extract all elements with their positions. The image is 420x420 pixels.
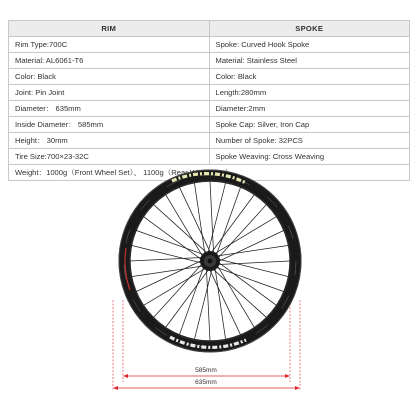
spoke-header: SPOKE	[209, 21, 410, 37]
rim-spec-cell: Inside Diameter： 585mm	[9, 117, 210, 133]
rim-spec-cell: Tire Size:700×23-32C	[9, 149, 210, 165]
spoke-spec-cell: Number of Spoke: 32PCS	[209, 133, 410, 149]
wheel-hub	[200, 251, 220, 271]
rim-header: RIM	[9, 21, 210, 37]
outer-diameter-dimension	[113, 379, 300, 390]
spec-row	[9, 101, 410, 117]
inner-diameter-dimension	[123, 367, 290, 378]
spec-row	[9, 85, 410, 101]
outer-diameter-label: 635mm	[195, 379, 217, 386]
spoke-spec-cell: Spoke: Curved Hook Spoke	[209, 37, 410, 53]
spoke-spec-cell: Diameter:2mm	[209, 101, 410, 117]
rim-spec-cell: Rim Type:700C	[9, 37, 210, 53]
spoke-spec-cell: Spoke Weaving: Cross Weaving	[209, 149, 410, 165]
rim-spec-cell: Material: AL6061-T6	[9, 53, 210, 69]
spoke-spec-cell: Length:280mm	[209, 85, 410, 101]
rim-spec-cell: Height： 30mm	[9, 133, 210, 149]
wheel-illustration	[0, 150, 420, 420]
spoke-spec-cell: Color: Black	[209, 69, 410, 85]
inner-diameter-label: 585mm	[195, 367, 217, 374]
spec-row	[9, 69, 410, 85]
spoke	[166, 268, 210, 328]
spec-row	[9, 133, 410, 149]
spoke	[217, 261, 277, 305]
rim-spec-cell: Color: Black	[9, 69, 210, 85]
rim-spec-cell: Joint: Pin Joint	[9, 85, 210, 101]
spec-row	[9, 53, 410, 69]
spoke-spec-cell: Material: Stainless Steel	[209, 53, 410, 69]
spoke	[143, 217, 203, 261]
rim-spec-cell: Diameter： 635mm	[9, 101, 210, 117]
weight-cell: Weight：1000g（Front Wheel Set）、 1100g（Rear Wheel Set）	[9, 165, 410, 181]
spoke	[210, 194, 254, 254]
spoke-spec-cell: Spoke Cap: Silver, Iron Cap	[209, 117, 410, 133]
spec-row	[9, 117, 410, 133]
spec-header-row	[9, 21, 410, 37]
spec-row	[9, 37, 410, 53]
